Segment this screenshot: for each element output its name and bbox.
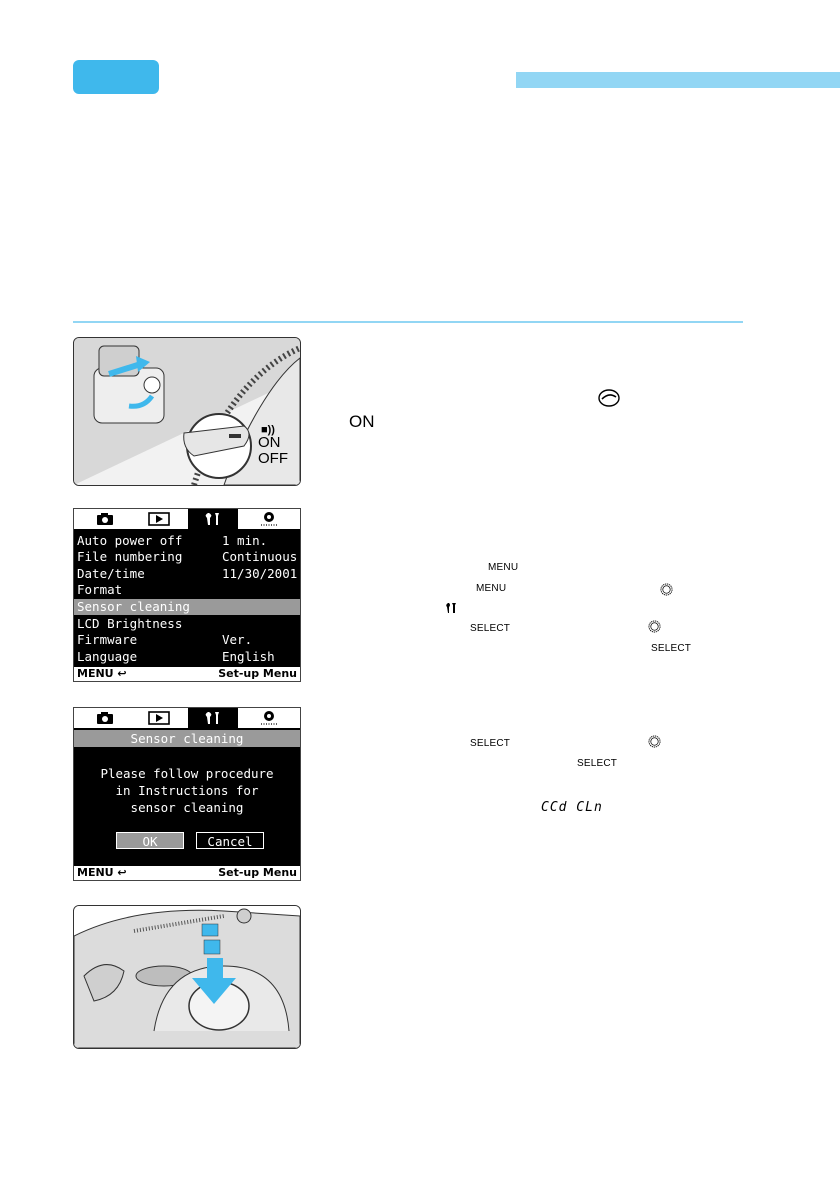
menu-row-language[interactable]: Language English xyxy=(77,649,275,664)
quick-control-dial-icon xyxy=(660,583,673,596)
select-key-label-4: SELECT xyxy=(577,758,618,769)
menu-footer: MENU ↩ Set-up Menu xyxy=(74,866,300,880)
menu-tab-strip xyxy=(74,509,300,529)
header-bar xyxy=(516,72,840,88)
menu-key-label-2: MENU xyxy=(476,583,507,594)
power-switch-photo xyxy=(73,337,301,486)
switch-off-label: OFF xyxy=(258,450,288,467)
select-key-label-2: SELECT xyxy=(651,643,692,654)
playback-tab-icon xyxy=(134,710,184,726)
menu-row-date-time[interactable]: Date/time 11/30/2001 xyxy=(77,566,298,581)
setup-menu-screen xyxy=(73,508,301,682)
menu-footer: MENU ↩ Set-up Menu xyxy=(74,667,300,681)
dialog-title: Sensor cleaning xyxy=(74,730,300,747)
setup-menu-icon xyxy=(445,603,457,613)
playback-tab-icon xyxy=(134,511,184,527)
section-divider xyxy=(73,321,743,323)
custom-tab-icon xyxy=(244,511,294,527)
quick-control-dial-icon xyxy=(648,735,661,748)
quick-control-dial-icon xyxy=(648,620,661,633)
shutter-button-photo xyxy=(73,905,301,1049)
svg-text:■)): ■)) xyxy=(261,424,275,436)
menu-row-auto-power-off[interactable]: Auto power off 1 min. xyxy=(77,533,268,548)
menu-row-sensor-cleaning[interactable]: Sensor cleaning xyxy=(74,599,300,615)
menu-row-format[interactable]: Format xyxy=(77,582,123,597)
setup-tab-icon xyxy=(188,509,238,529)
dialog-line-2: in Instructions for xyxy=(115,783,259,798)
ok-button[interactable]: OK xyxy=(116,832,184,849)
select-key-label-1: SELECT xyxy=(470,623,511,634)
switch-on-label: ON xyxy=(258,434,281,451)
camera-tab-icon xyxy=(80,511,130,527)
menu-row-file-numbering[interactable]: File numbering Continuous xyxy=(77,549,298,564)
menu-tab-strip xyxy=(74,708,300,728)
cancel-button[interactable]: Cancel xyxy=(196,832,264,849)
lcd-panel-readout: CCd CLn xyxy=(541,800,603,815)
custom-tab-icon xyxy=(244,710,294,726)
section-tab xyxy=(73,60,159,94)
menu-key-label-1: MENU xyxy=(488,562,519,573)
on-word: ON xyxy=(349,412,375,431)
power-switch-icon xyxy=(597,389,621,407)
dialog-line-3: sensor cleaning xyxy=(130,800,244,815)
menu-row-lcd-brightness[interactable]: LCD Brightness xyxy=(77,616,183,631)
menu-row-firmware[interactable]: Firmware Ver. xyxy=(77,632,253,647)
select-key-label-3: SELECT xyxy=(470,738,511,749)
sensor-cleaning-screen xyxy=(73,707,301,881)
camera-tab-icon xyxy=(80,710,130,726)
dialog-line-1: Please follow procedure xyxy=(100,766,274,781)
setup-tab-icon xyxy=(188,708,238,728)
